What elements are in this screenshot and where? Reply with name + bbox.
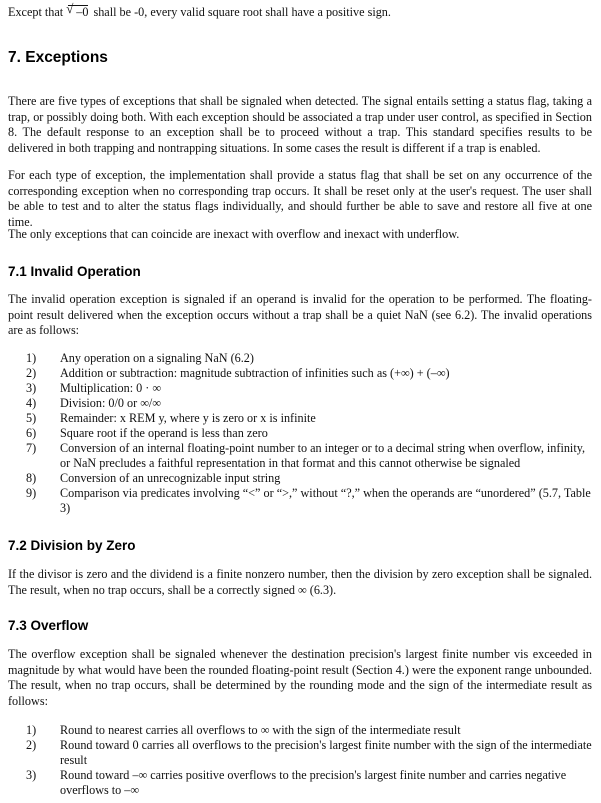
list-item: 2) Round toward 0 carries all overflows to the precision's largest finite number with the sign of the intermediate result — [26, 738, 592, 767]
intro-after: shall be -0, every valid square root shall have a positive sign. — [90, 5, 391, 19]
intro-sentence — [8, 5, 592, 21]
list-item: 8) Conversion of an unrecognizable input string — [26, 471, 281, 485]
list-item: 3) Round toward –∞ carries positive overflows to the precision's largest finite number and carries negative overflows to –∞ — [26, 768, 567, 797]
list-item: 6) Square root if the operand is less than zero — [26, 426, 268, 440]
section-7-1-para: The invalid operation exception is signaled if an operand is invalid for the operation to be performed. The floating-point result delivered when the exception occurs without a trap shall be a quiet NaN (see 6.2). The invalid operations are as follows: — [8, 292, 592, 337]
list-item: 5) Remainder: x REM y, where y is zero or x is infinite — [26, 411, 316, 425]
section-7-para-1: There are five types of exceptions that shall be signaled when detected. The signal entails setting a status flag, taking a trap, or possibly doing both. With each exception should be associated a trap under user control, as specified in Section 8. The default response to an exception shall be to proceed without a trap. This standard specifies results to be delivered in both trapping and nontrapping situations. In some cases the result is different if a trap is enabled. — [8, 94, 592, 155]
section-7-heading: 7. Exceptions — [8, 49, 108, 66]
list-item: 9) Comparison via predicates involving “<” or “>,” without “?,” when the operands are “unordered” (5.7, Table 3) — [26, 486, 591, 515]
section-7-2-para: If the divisor is zero and the dividend is a finite nonzero number, then the division by zero exception shall be signaled. The result, when no trap occurs, shall be a correctly signed ∞ (6.3). — [8, 567, 592, 597]
section-7-3-heading: 7.3 Overflow — [8, 618, 89, 633]
list-item: 7) Conversion of an internal floating-point number to an integer or to a decimal string when overflow, infinity, or NaN precludes a faithful representation in that format and this cannot otherwise be signaled — [26, 441, 586, 470]
list-item: 1) Round to nearest carries all overflows to ∞ with the sign of the intermediate result — [26, 723, 461, 737]
section-7-3-para: The overflow exception shall be signaled whenever the destination precision's largest finite number vis exceeded in magnitude by what would have been the rounded floating-point result (Section 4.) were the exponent range unbounded. The result, when no trap occurs, shall be determined by the rounding mode and the sign of the intermediate result as follows: — [8, 647, 592, 708]
sqrt-neg-zero: √ –0 — [68, 5, 88, 18]
list-item: 2) Addition or subtraction: magnitude subtraction of infinities such as (+∞) + (–∞) — [26, 366, 450, 380]
list-item: 4) Division: 0/0 or ∞/∞ — [26, 396, 161, 410]
section-7-1-heading: 7.1 Invalid Operation — [8, 264, 141, 279]
invalid-operations-list — [8, 351, 592, 516]
overflow-rounding-list — [8, 723, 592, 798]
section-7-para-3: The only exceptions that can coincide are inexact with overflow and inexact with underflow. — [8, 227, 460, 241]
list-item: 3) Multiplication: 0 · ∞ — [26, 381, 162, 395]
intro-before: Except that — [8, 5, 67, 19]
section-7-2-heading: 7.2 Division by Zero — [8, 538, 136, 553]
list-item: 1) Any operation on a signaling NaN (6.2) — [26, 351, 254, 365]
section-7-para-2: For each type of exception, the implementation shall provide a status flag that shall be set on any occurrence of the corresponding exception when no corresponding trap occurs. It shall be reset only at the user's request. The user shall be able to test and to alter the status flags individually, and should further be able to save and restore all five at one time. — [8, 168, 592, 229]
